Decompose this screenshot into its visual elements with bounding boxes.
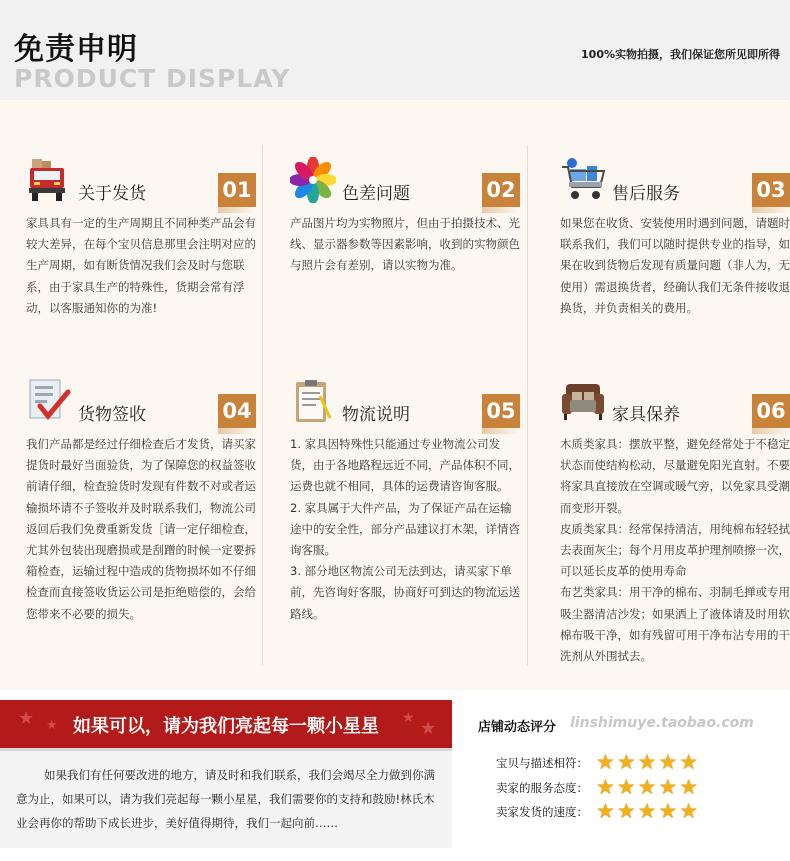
clipboard-icon [290, 378, 336, 424]
star-rating-icon: ★★★★★ [596, 799, 701, 823]
shopping-cart-icon [560, 157, 606, 203]
section-text: 我们产品都是经过仔细检查后才发货，请买家提货时最好当面验货，为了保障您的权益签收前请仔细，检查验货时发现有件数不对或者运输损坏请不子签收并及时联系我们，物流公司返回后我们免费重新发货［请一定仔细检查，尤其外包装出现磨损或是刮蹭的时候一定要拆箱检查，运输过程中造成的货物损坏如不仔细检查而直接签收货运公司是拒绝赔偿的，会给您带来不必要的损失。 [26, 437, 256, 621]
rating-label: 卖家发货的速度： [496, 805, 588, 819]
rating-label: 宝贝与描述相符： [496, 756, 588, 770]
banner-text: 如果可以，请为我们亮起每一颗小星星 [73, 716, 379, 737]
divider [262, 145, 263, 385]
header-slogan: 100%实物拍摄，我们保证您所见即所得 [581, 48, 780, 61]
header [0, 0, 790, 100]
section-text: 如果您在收货、安装使用时遇到问题，请题时联系我们，我们可以随时提供专业的指导，如果在收到货物后发现有质量问题（非人为，无使用）需退换货者，经确认我们无条件接收退换货，并负责相关的费用。 [560, 216, 790, 315]
star-decoration-icon: ★ [402, 710, 415, 726]
notice-panel [0, 100, 790, 690]
star-decoration-icon: ★ [420, 718, 437, 739]
star-rating-icon: ★★★★★ [596, 775, 701, 799]
feedback-message: 如果我们有任何要改进的地方，请及时和我们联系，我们会竭尽全力做到你满意为止，如果可以，请为我们亮起每一颗小星星，我们需要你的支持和鼓励!林氏木业会再你的帮助下成长进步，美好值得期待，我们一起向前…… [0, 748, 452, 848]
page-title: 免责申明 [14, 32, 138, 67]
color-palette-icon [290, 157, 336, 203]
section-title: 售后服务 [612, 184, 680, 204]
divider [527, 145, 528, 385]
section-text: 1. 家具因特殊性只能通过专业物流公司发货，由于各地路程远近不同，产品体积不同，运费也就不相同，具体的运费请咨询客服。 2. 家具属于大件产品，为了保证产品在运输途中的安全性，部分产品建议打木架，详情咨询客服。 3. 部分地区物流公司无法到达，请买家下单前，先咨询好客服，协商好可到达的物流运送路线。 [290, 437, 520, 621]
star-decoration-icon: ★ [46, 718, 58, 733]
section-title: 物流说明 [342, 405, 410, 425]
section-number: 03 [752, 173, 790, 207]
rating-row [492, 750, 782, 774]
star-rating-icon: ★★★★★ [596, 750, 701, 774]
section-text: 木质类家具：摆放平整，避免经常处于不稳定状态而使结构松动，尽量避免阳光直射。不要将家具直接放在空调或暖气旁，以免家具受潮而变形开裂。 皮质类家具：经常保持清洁，用纯棉布轻轻拭去表面灰尘；每个月用皮革护理剂喷擦一次，可以延长皮革的使用寿命 布艺类家具：用干净的棉布、羽制毛掸或专用吸尘器清洁沙发；如果洒上了液体请及时用软棉布吸干净，如有残留可用干净布沾专用的干洗剂从外围拭去。 [560, 437, 790, 664]
section-text: 产品图片均为实物照片，但由于拍摄技术、光线、显示器参数等因素影响，收到的实物颜色与照片会有差别，请以实物为准。 [290, 216, 520, 273]
star-decoration-icon: ★ [18, 708, 35, 729]
divider [262, 375, 263, 665]
section-number: 04 [218, 394, 256, 428]
rating-label: 卖家的服务态度： [496, 781, 588, 795]
section-text: 家具具有一定的生产周期且不同种类产品会有较大差异，在每个宝贝信息那里会注明对应的生产周期，如有断货情况我们会及时与您联系，由于家具生产的特殊性，货期会常有浮动，以客服通知你的为准! [26, 216, 256, 315]
section-number: 02 [482, 173, 520, 207]
checklist-icon [26, 378, 72, 424]
shop-rating [452, 700, 790, 861]
page-subtitle: PRODUCT DISPLAY [14, 64, 291, 93]
section-number: 06 [752, 394, 790, 428]
delivery-truck-icon [26, 157, 72, 203]
sofa-icon [560, 378, 606, 424]
star-banner [0, 700, 452, 748]
rating-row [492, 775, 782, 799]
section-title: 货物签收 [78, 405, 146, 425]
section-title: 关于发货 [78, 184, 146, 204]
rating-title: 店铺动态评分 [478, 720, 557, 735]
rating-row [492, 799, 782, 823]
section-title: 色差问题 [342, 184, 410, 204]
section-number: 05 [482, 394, 520, 428]
section-number: 01 [218, 173, 256, 207]
section-title: 家具保养 [612, 405, 680, 425]
shop-url[interactable]: linshimuye.taobao.com [570, 715, 754, 731]
divider [527, 375, 528, 665]
